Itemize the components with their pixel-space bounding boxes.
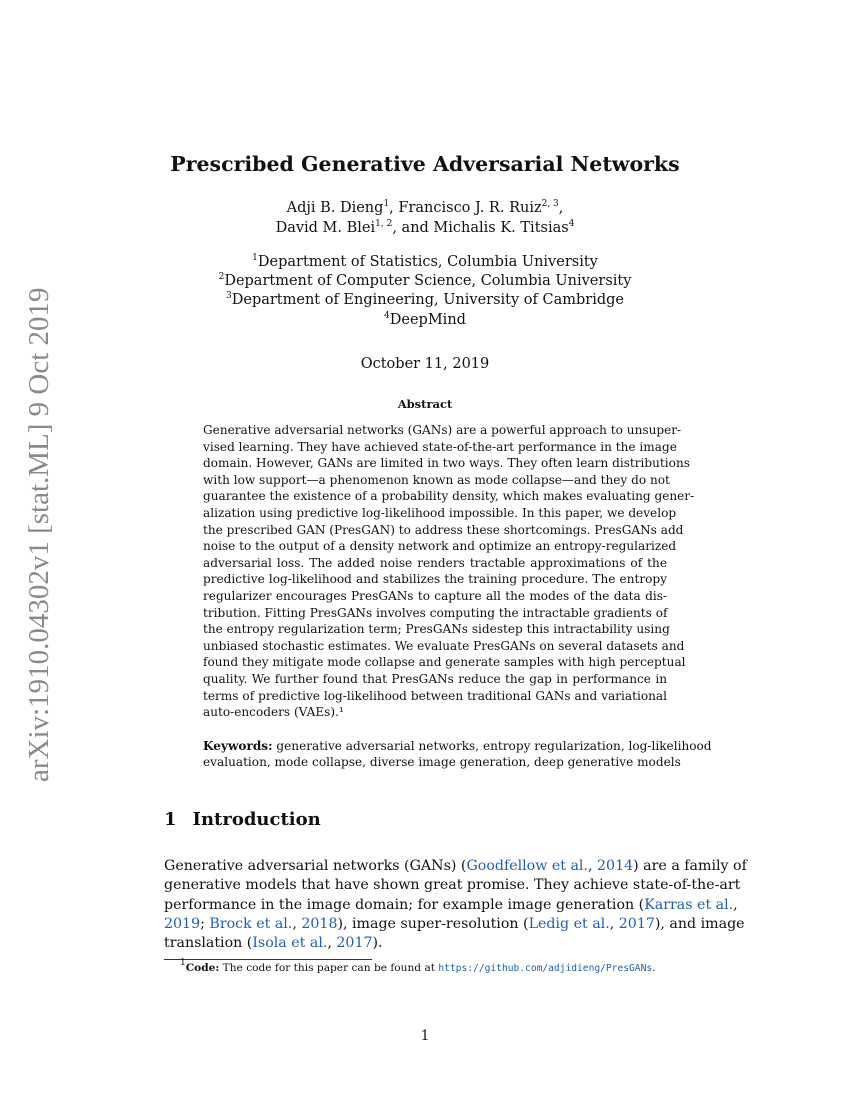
- arxiv-stamp: arXiv:1910.04302v1 [stat.ML] 9 Oct 2019: [23, 287, 55, 782]
- affil-text: Department of Statistics, Columbia University: [257, 254, 598, 270]
- abstract-line: guarantee the existence of a probability density, which makes evaluating gener-: [203, 489, 695, 504]
- keywords-text: evaluation, mode collapse, diverse image generation, deep generative models: [203, 755, 681, 769]
- intro-text: ) are a family of: [633, 858, 747, 874]
- intro-text: ).: [372, 935, 383, 952]
- intro-line: [164, 876, 741, 895]
- affiliation: [0, 312, 850, 328]
- affil-num: 4: [384, 311, 390, 321]
- intro-text: ,: [609, 915, 619, 932]
- authors-line-1: [0, 200, 850, 216]
- intro-text: ,: [733, 896, 738, 913]
- intro-line: [164, 896, 738, 915]
- footnote-rule: [164, 959, 372, 960]
- paper-title: Prescribed Generative Adversarial Networks: [170, 152, 680, 176]
- affiliation: [0, 292, 850, 308]
- section-title: Introduction: [192, 809, 321, 830]
- author-name: David M. Blei: [275, 220, 376, 236]
- author-affil: 1, 2: [375, 219, 393, 229]
- intro-text: Generative adversarial networks (GANs) (: [164, 858, 467, 874]
- abstract-line: predictive log-likelihood and stabilizes the training procedure. The entropy: [203, 572, 667, 587]
- citation-link[interactable]: Brock et al.: [209, 915, 293, 932]
- abstract-line: terms of predictive log-likelihood between traditional GANs and variational: [203, 688, 667, 703]
- abstract-line: quality. We further found that PresGANs reduce the gap in performance in: [203, 672, 667, 686]
- author-name: , and Michalis K. Titsias: [392, 220, 569, 236]
- footnote-end: .: [652, 962, 656, 974]
- intro-line: [164, 857, 747, 876]
- abstract-line: with low support—a phenomenon known as mode collapse—and they do not: [203, 472, 670, 487]
- citation-link[interactable]: 2017: [618, 915, 655, 932]
- authors-line-2: [0, 220, 850, 236]
- author-name: Adji B. Dieng: [286, 200, 384, 216]
- affil-num: 1: [252, 253, 258, 263]
- author-affil: 1: [383, 199, 390, 209]
- intro-text: ), image super-resolution (: [337, 915, 529, 932]
- abstract-line: tribution. Fitting PresGANs involves computing the intractable gradients of: [203, 605, 668, 620]
- abstract-line: noise to the output of a density network and optimize an entropy-regularized: [203, 539, 677, 554]
- affil-text: Department of Engineering, University of Cambridge: [231, 292, 624, 308]
- citation-link[interactable]: 2014: [597, 858, 634, 874]
- abstract-heading: Abstract: [397, 397, 453, 411]
- abstract-line: Generative adversarial networks (GANs) are a powerful approach to unsuper-: [203, 423, 682, 437]
- citation-link[interactable]: 2017: [336, 935, 373, 952]
- intro-text: ,: [292, 915, 302, 932]
- affiliation: [0, 273, 850, 289]
- abstract-line: domain. However, GANs are limited in two ways. They often learn distributions: [203, 456, 690, 471]
- abstract-line: adversarial loss. The added noise renders tractable approximations of the: [203, 555, 667, 570]
- affil-text: Department of Computer Science, Columbia University: [224, 273, 632, 289]
- footnote: [180, 958, 656, 974]
- author-name: , Francisco J. R. Ruiz: [389, 200, 542, 216]
- intro-line: [164, 934, 685, 953]
- abstract-line: vised learning. They have achieved state-of-the-art performance in the image: [203, 439, 677, 454]
- citation-link[interactable]: Isola et al.: [252, 935, 328, 952]
- intro-line: [164, 915, 745, 934]
- intro-text: generative models that have shown great promise. They achieve state-of-the-art: [164, 877, 741, 894]
- footnote-label: Code:: [185, 962, 220, 974]
- keywords-label: Keywords:: [203, 739, 273, 753]
- intro-text: ,: [587, 858, 598, 874]
- abstract-line: the prescribed GAN (PresGAN) to address these shortcomings. PresGANs add: [203, 522, 684, 537]
- citation-link[interactable]: Karras et al.: [644, 896, 734, 913]
- footnote-number: 1: [180, 958, 186, 968]
- footnote-text: The code for this paper can be found at: [219, 962, 439, 974]
- abstract-line: regularizer encourages PresGANs to capture all the modes of the data dis-: [203, 589, 667, 603]
- comma: ,: [558, 200, 564, 216]
- citation-link[interactable]: 2018: [301, 915, 338, 932]
- section-heading: [164, 809, 337, 830]
- date: October 11, 2019: [360, 356, 490, 372]
- section-number: 1: [164, 809, 177, 830]
- code-link[interactable]: https://github.com/adjidieng/PresGANs: [438, 963, 653, 974]
- abstract-line: alization using predictive log-likelihood impossible. In this paper, we develop: [203, 506, 677, 520]
- intro-text: ;: [200, 915, 210, 932]
- affil-num: 3: [226, 291, 232, 301]
- abstract-line: auto-encoders (VAEs).¹: [203, 705, 344, 720]
- citation-link[interactable]: Goodfellow et al.: [466, 858, 588, 874]
- affiliation: [0, 254, 850, 270]
- affil-num: 2: [218, 272, 225, 282]
- intro-text: performance in the image domain; for example image generation (: [164, 896, 645, 913]
- intro-text: ), and image: [654, 915, 745, 932]
- intro-text: translation (: [164, 935, 253, 952]
- affil-text: DeepMind: [389, 312, 466, 328]
- keywords-line: [203, 754, 681, 770]
- keywords-text: generative adversarial networks, entropy regularization, log-likelihood: [276, 739, 712, 753]
- citation-link[interactable]: Ledig et al.: [528, 915, 610, 932]
- author-affil: 2, 3: [541, 199, 559, 209]
- abstract-line: the entropy regularization term; PresGANs sidestep this intractability using: [203, 622, 670, 637]
- citation-link[interactable]: 2019: [164, 915, 201, 932]
- intro-text: ,: [327, 935, 337, 952]
- abstract-line: unbiased stochastic estimates. We evaluate PresGANs on several datasets and: [203, 638, 685, 653]
- keywords-line: [203, 738, 712, 754]
- abstract-line: found they mitigate mode collapse and generate samples with high perceptual: [203, 655, 686, 670]
- author-affil: 4: [568, 219, 575, 229]
- page-number: 1: [420, 1028, 430, 1044]
